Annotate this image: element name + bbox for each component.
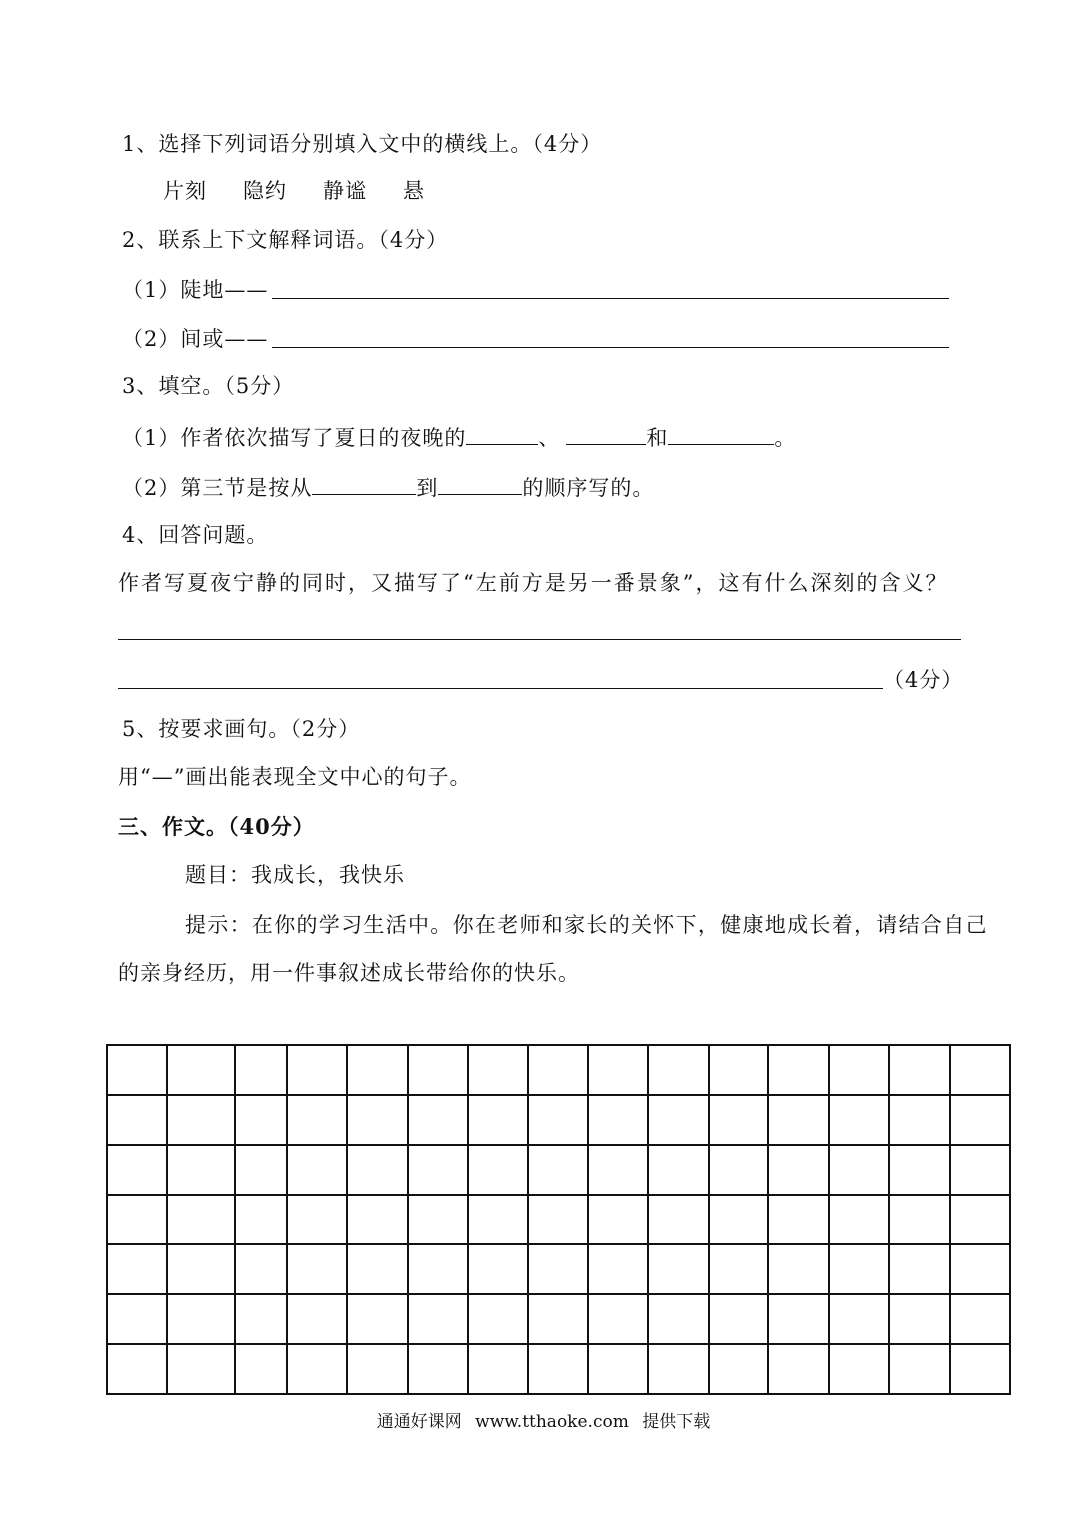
grid-row (107, 1244, 1010, 1294)
grid-cell[interactable] (107, 1145, 167, 1195)
grid-cell[interactable] (408, 1145, 468, 1195)
grid-cell[interactable] (588, 1045, 648, 1095)
grid-cell[interactable] (768, 1344, 829, 1394)
grid-cell[interactable] (528, 1344, 588, 1394)
q3-title: 3、填空。（5分） (122, 374, 295, 398)
grid-cell[interactable] (468, 1195, 528, 1245)
grid-cell[interactable] (768, 1095, 829, 1145)
grid-cell[interactable] (648, 1244, 709, 1294)
grid-cell[interactable] (408, 1195, 468, 1245)
grid-cell[interactable] (167, 1045, 235, 1095)
grid-cell[interactable] (107, 1344, 167, 1394)
q1-word: 静谧 (323, 179, 367, 203)
grid-cell[interactable] (588, 1145, 648, 1195)
grid-cell[interactable] (235, 1244, 287, 1294)
fill-blank[interactable] (668, 422, 774, 445)
q2-item-label: （1）陡地—— (122, 278, 269, 302)
grid-cell[interactable] (287, 1045, 347, 1095)
grid-cell[interactable] (950, 1344, 1010, 1394)
fill-blank[interactable] (466, 422, 538, 445)
grid-cell[interactable] (768, 1294, 829, 1344)
essay-hint: 提示：在你的学习生活中。你在老师和家长的关怀下，健康地成长着，请结合自己 (185, 913, 988, 937)
grid-cell[interactable] (709, 1294, 768, 1344)
fill-blank[interactable] (438, 472, 522, 495)
grid-cell[interactable] (287, 1294, 347, 1344)
grid-row (107, 1294, 1010, 1344)
grid-cell[interactable] (709, 1344, 768, 1394)
q3-line2-prefix: （2）第三节是按从 (122, 476, 313, 500)
grid-cell[interactable] (709, 1244, 768, 1294)
grid-cell[interactable] (235, 1294, 287, 1344)
grid-cell[interactable] (167, 1344, 235, 1394)
q2-answer-line[interactable] (272, 298, 949, 299)
q3-line1-prefix: （1）作者依次描写了夏日的夜晚的 (122, 426, 467, 450)
grid-cell[interactable] (468, 1095, 528, 1145)
footer-suffix: 提供下载 (642, 1412, 711, 1432)
grid-cell[interactable] (347, 1244, 408, 1294)
grid-cell[interactable] (648, 1145, 709, 1195)
grid-cell[interactable] (408, 1095, 468, 1145)
essay-hint-continued: 的亲身经历，用一件事叙述成长带给你的快乐。 (118, 961, 580, 985)
grid-cell[interactable] (889, 1095, 950, 1145)
grid-cell[interactable] (167, 1294, 235, 1344)
grid-cell[interactable] (468, 1294, 528, 1344)
grid-cell[interactable] (588, 1294, 648, 1344)
grid-cell[interactable] (468, 1244, 528, 1294)
fill-blank[interactable] (312, 472, 416, 495)
q4-answer-line[interactable] (118, 688, 883, 689)
grid-cell[interactable] (889, 1244, 950, 1294)
grid-cell[interactable] (167, 1095, 235, 1145)
q1-word: 片刻 (163, 179, 207, 203)
grid-cell[interactable] (829, 1095, 889, 1145)
q2-item-label: （2）间或—— (122, 327, 269, 351)
grid-cell[interactable] (648, 1195, 709, 1245)
grid-cell[interactable] (829, 1195, 889, 1245)
grid-cell[interactable] (648, 1344, 709, 1394)
grid-cell[interactable] (408, 1344, 468, 1394)
grid-cell[interactable] (709, 1195, 768, 1245)
grid-cell[interactable] (829, 1294, 889, 1344)
q3-line2-end: 的顺序写的。 (522, 476, 655, 500)
grid-cell[interactable] (528, 1195, 588, 1245)
grid-cell[interactable] (588, 1195, 648, 1245)
footer-url[interactable]: www.tthaoke.com (475, 1412, 629, 1432)
q3-line1 (122, 422, 796, 452)
grid-cell[interactable] (347, 1095, 408, 1145)
q2-answer-line[interactable] (272, 347, 949, 348)
essay-topic: 题目：我成长，我快乐 (185, 863, 405, 887)
q3-line2-mid: 到 (416, 476, 439, 500)
grid-cell[interactable] (588, 1344, 648, 1394)
grid-cell[interactable] (235, 1045, 287, 1095)
grid-cell[interactable] (107, 1195, 167, 1245)
grid-cell[interactable] (287, 1344, 347, 1394)
grid-row (107, 1195, 1010, 1245)
grid-cell[interactable] (950, 1045, 1010, 1095)
grid-cell[interactable] (709, 1145, 768, 1195)
grid-cell[interactable] (287, 1095, 347, 1145)
grid-cell[interactable] (468, 1344, 528, 1394)
q1-title: 1、选择下列词语分别填入文中的横线上。（4分） (122, 132, 603, 156)
grid-cell[interactable] (167, 1145, 235, 1195)
grid-cell[interactable] (950, 1294, 1010, 1344)
grid-cell[interactable] (107, 1244, 167, 1294)
grid-cell[interactable] (768, 1244, 829, 1294)
grid-cell[interactable] (235, 1095, 287, 1145)
grid-cell[interactable] (287, 1244, 347, 1294)
grid-cell[interactable] (167, 1195, 235, 1245)
grid-cell[interactable] (829, 1244, 889, 1294)
grid-cell[interactable] (889, 1195, 950, 1245)
grid-cell[interactable] (528, 1095, 588, 1145)
grid-cell[interactable] (347, 1145, 408, 1195)
footer-site-name: 通通好课网 (376, 1412, 462, 1432)
grid-cell[interactable] (347, 1045, 408, 1095)
grid-cell[interactable] (235, 1195, 287, 1245)
q3-line1-end: 。 (774, 426, 797, 450)
grid-cell[interactable] (889, 1344, 950, 1394)
grid-cell[interactable] (408, 1244, 468, 1294)
grid-cell[interactable] (588, 1095, 648, 1145)
grid-cell[interactable] (950, 1095, 1010, 1145)
q2-title: 2、联系上下文解释词语。（4分） (122, 228, 449, 252)
grid-cell[interactable] (768, 1145, 829, 1195)
grid-cell[interactable] (528, 1244, 588, 1294)
grid-cell[interactable] (408, 1045, 468, 1095)
q1-word-list (163, 177, 461, 205)
q1-word: 悬 (403, 179, 425, 203)
grid-cell[interactable] (107, 1045, 167, 1095)
grid-cell[interactable] (347, 1344, 408, 1394)
q3-separator: 和 (646, 426, 669, 450)
q4-question: 作者写夏夜宁静的同时，又描写了“左前方是另一番景象”，这有什么深刻的含义？ (118, 571, 949, 595)
q4-title: 4、回答问题。 (122, 523, 269, 547)
grid-cell[interactable] (648, 1095, 709, 1145)
q3-separator: 、 (538, 426, 561, 450)
grid-row (107, 1095, 1010, 1145)
grid-cell[interactable] (709, 1095, 768, 1145)
grid-cell[interactable] (768, 1045, 829, 1095)
grid-cell[interactable] (528, 1294, 588, 1344)
q3-line2 (122, 472, 654, 502)
grid-cell[interactable] (709, 1045, 768, 1095)
grid-cell[interactable] (889, 1145, 950, 1195)
grid-cell[interactable] (408, 1294, 468, 1344)
grid-cell[interactable] (167, 1244, 235, 1294)
grid-cell[interactable] (648, 1045, 709, 1095)
grid-row (107, 1145, 1010, 1195)
q5-instruction: 用“—”画出能表现全文中心的句子。 (118, 765, 472, 789)
writing-grid[interactable] (106, 1044, 1011, 1395)
grid-cell[interactable] (347, 1294, 408, 1344)
footer (0, 1410, 1087, 1434)
grid-cell[interactable] (347, 1195, 408, 1245)
grid-cell[interactable] (950, 1244, 1010, 1294)
grid-cell[interactable] (768, 1195, 829, 1245)
q5-title: 5、按要求画句。（2分） (122, 717, 361, 741)
grid-cell[interactable] (107, 1095, 167, 1145)
grid-cell[interactable] (468, 1145, 528, 1195)
grid-cell[interactable] (889, 1294, 950, 1344)
grid-cell[interactable] (829, 1145, 889, 1195)
essay-heading: 三、作文。（40分） (118, 814, 315, 839)
grid-cell[interactable] (468, 1045, 528, 1095)
grid-cell[interactable] (889, 1045, 950, 1095)
grid-cell[interactable] (588, 1244, 648, 1294)
grid-cell[interactable] (235, 1344, 287, 1394)
grid-cell[interactable] (829, 1344, 889, 1394)
grid-cell[interactable] (287, 1195, 347, 1245)
grid-cell[interactable] (235, 1145, 287, 1195)
grid-cell[interactable] (950, 1145, 1010, 1195)
grid-cell[interactable] (287, 1145, 347, 1195)
q4-score: （4分） (883, 668, 964, 692)
grid-cell[interactable] (950, 1195, 1010, 1245)
grid-row (107, 1344, 1010, 1394)
q4-answer-line[interactable] (118, 639, 961, 640)
grid-row (107, 1045, 1010, 1095)
grid-cell[interactable] (829, 1045, 889, 1095)
grid-cell[interactable] (648, 1294, 709, 1344)
grid-cell[interactable] (528, 1145, 588, 1195)
grid-cell[interactable] (528, 1045, 588, 1095)
fill-blank[interactable] (566, 422, 646, 445)
grid-cell[interactable] (107, 1294, 167, 1344)
q1-word: 隐约 (243, 179, 287, 203)
